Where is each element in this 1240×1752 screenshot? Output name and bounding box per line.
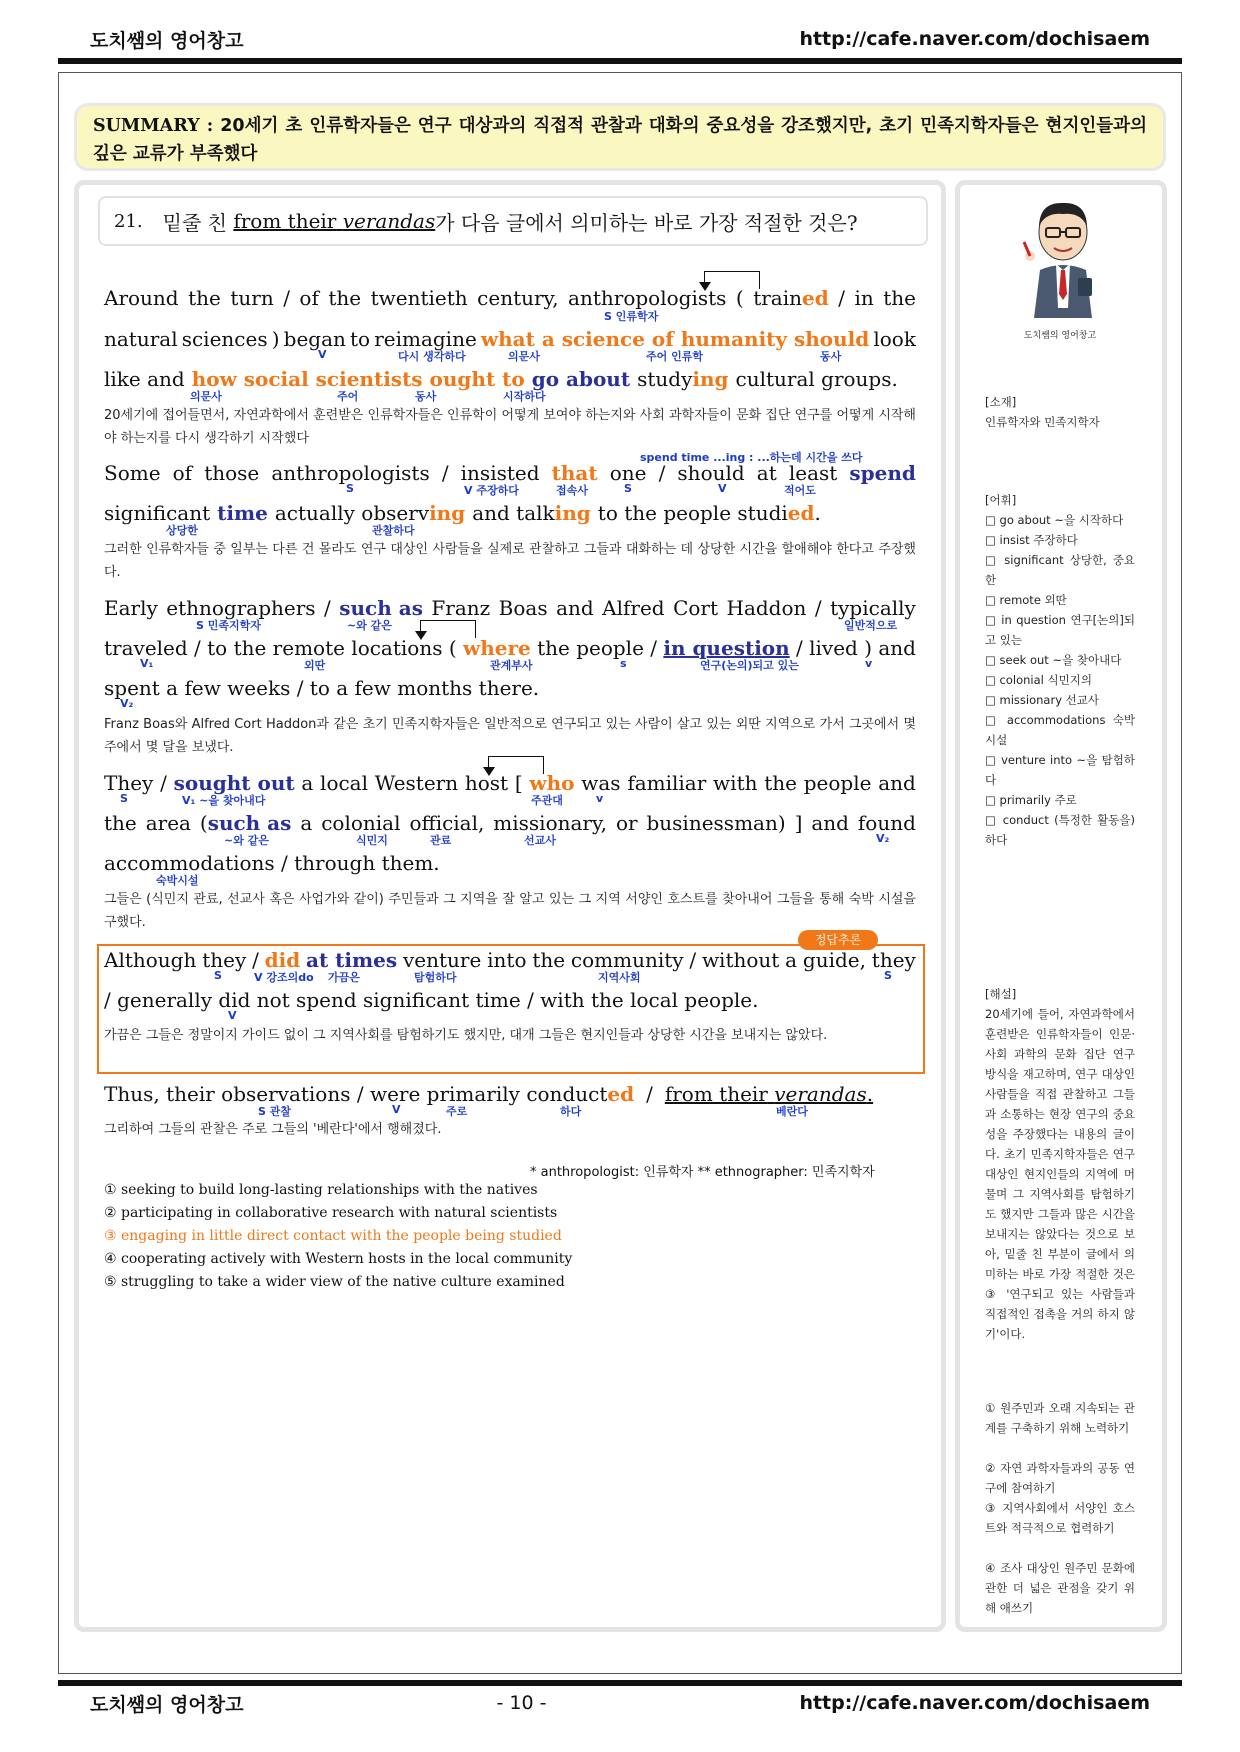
annotation: 상당한 bbox=[166, 524, 198, 537]
question-number: 21. bbox=[114, 210, 143, 232]
avatar-caption: 도치쌤의 영어창고 bbox=[1023, 331, 1097, 341]
translation-4: 그들은 (식민지 관료, 선교사 혹은 사업가와 같이) 주민들과 그 지역을 잘 알고 있는 그 지역 서양인 호스트를 찾아내어 그들을 통해 숙박 시설을 구했다. bbox=[104, 892, 916, 930]
arrow-head bbox=[699, 282, 711, 291]
summary-box bbox=[74, 103, 1166, 171]
vocab-item: □ accommodations 숙박시설 bbox=[985, 713, 1135, 747]
summary-label: SUMMARY : bbox=[93, 116, 214, 136]
passage-line-11: accommodations / through them. bbox=[104, 851, 440, 875]
annotation: V bbox=[392, 1103, 401, 1116]
annotation: 적어도 bbox=[784, 484, 816, 497]
answer-inference-badge: 정답추론 bbox=[798, 930, 878, 950]
annotation: S bbox=[346, 482, 354, 495]
translation-3: Franz Boas와 Alfred Cort Haddon과 같은 초기 민족지학자들은 일반적으로 연구되고 있는 사람이 살고 있는 외딴 지역으로 가서 그곳에서 몇 주에서 몇 달을 보냈다. bbox=[104, 717, 916, 755]
annotation: s bbox=[620, 657, 627, 670]
passage-line-5: significant time actually observing and talking to the people studied. bbox=[104, 501, 821, 525]
passage-line-8: spent a few weeks / to a few months there. bbox=[104, 676, 540, 700]
annotation: V bbox=[318, 348, 327, 361]
annotation: V₂ bbox=[120, 697, 134, 710]
annotation: v bbox=[596, 792, 604, 805]
explain-option-4: ④ 조사 대상인 원주민 문화에 관한 더 넓은 관점을 갖기 위해 애쓰기 bbox=[985, 1561, 1135, 1615]
passage-line-12: Although they / did at times venture into the community / without a guide, they bbox=[104, 948, 916, 972]
annotation: 외딴 bbox=[304, 659, 326, 672]
option-4[interactable]: ④ cooperating actively with Western hosts in the local community bbox=[104, 1251, 573, 1267]
annotation: V bbox=[228, 1009, 237, 1022]
passage-line-7: traveled / to the remote locations ( where the people / in question / lived ) and bbox=[104, 636, 916, 660]
option-3-answer[interactable]: ③ engaging in little direct contact with the people being studied bbox=[104, 1228, 562, 1244]
annotation: 탐험하다 bbox=[414, 971, 457, 984]
question-box bbox=[98, 196, 928, 246]
footer-url[interactable]: http://cafe.naver.com/dochisaem bbox=[799, 1692, 1150, 1714]
annotation: S bbox=[624, 482, 632, 495]
header-left: 도치쌤의 영어창고 bbox=[90, 29, 244, 52]
vocab-item: □ significant 상당한, 중요한 bbox=[985, 553, 1135, 587]
annotation: 하다 bbox=[560, 1105, 582, 1118]
question-pre: 밑줄 친 bbox=[162, 210, 227, 235]
annotation: V bbox=[718, 482, 727, 495]
annotation: 의문사 bbox=[190, 390, 222, 403]
annotation: 접속사 bbox=[556, 484, 588, 497]
annotation: 관찰하다 bbox=[372, 524, 415, 537]
passage-line-3: like and how social scientists ought to go about studying cultural groups. bbox=[104, 367, 898, 391]
question-underlined: from their verandas bbox=[233, 209, 436, 233]
annotation: 주로 bbox=[446, 1105, 468, 1118]
annotation: 의문사 bbox=[508, 350, 540, 363]
topic-label: [소재] bbox=[985, 395, 1017, 409]
vocab-item: □ seek out ~을 찾아내다 bbox=[985, 653, 1122, 667]
vocab-list bbox=[985, 510, 1135, 850]
annotation: 주어 bbox=[337, 390, 359, 403]
annotation: V 강조의do bbox=[254, 971, 314, 984]
annotation: 연구(논의)되고 있는 bbox=[700, 659, 799, 672]
annotation: V₁ ~을 찾아내다 bbox=[182, 794, 266, 807]
translation-5: 가끔은 그들은 정말이지 가이드 없이 그 지역사회를 탐험하기도 했지만, 대개 그들은 현지인들과 상당한 시간을 보내지는 않았다. bbox=[104, 1028, 828, 1043]
explain-label: [해설] bbox=[985, 987, 1017, 1001]
annotation: 지역사회 bbox=[598, 971, 641, 984]
topic-text: 인류학자와 민족지학자 bbox=[985, 415, 1100, 429]
explain-option-1: ① 원주민과 오래 지속되는 관계를 구축하기 위해 노력하기 bbox=[985, 1401, 1135, 1435]
page-footer bbox=[90, 1688, 1150, 1718]
translation-2: 그러한 인류학자들 중 일부는 다른 건 몰라도 연구 대상인 사람들을 실제로 관찰하고 그들과 대화하는 데 상당한 시간을 할애해야 한다고 주장했다. bbox=[104, 542, 916, 580]
teacher-avatar-icon bbox=[1020, 198, 1106, 318]
vocab-item: □ insist 주장하다 bbox=[985, 533, 1078, 547]
annotation: 관계부사 bbox=[490, 659, 533, 672]
annotation: S bbox=[214, 969, 222, 982]
summary-text: 20세기 초 인류학자들은 연구 대상과의 직접적 관찰과 대화의 중요성을 강조했지만, 초기 민족지학자들은 현지인들과의 깊은 교류가 부족했다 bbox=[93, 116, 1147, 164]
annotation: 베란다 bbox=[776, 1105, 808, 1118]
annotation: ~와 같은 bbox=[347, 619, 392, 632]
annotation: 다시 생각하다 bbox=[398, 350, 466, 363]
header-rule bbox=[58, 58, 1182, 64]
annotation: 식민지 bbox=[356, 834, 388, 847]
annotation: 관료 bbox=[430, 834, 452, 847]
annotation: 시작하다 bbox=[503, 390, 546, 403]
passage-line-6: Early ethnographers / such as Franz Boas and Alfred Cort Haddon / typically bbox=[104, 596, 916, 620]
footer-left: 도치쌤의 영어창고 bbox=[90, 1693, 244, 1716]
passage-line-1: Around the turn / of the twentieth century, anthropologists ( trained / in the bbox=[104, 286, 916, 310]
annotation: v bbox=[865, 657, 873, 670]
annotation: S 인류학자 bbox=[604, 310, 659, 323]
annotation: S 관찰 bbox=[258, 1105, 292, 1118]
annotation: 선교사 bbox=[524, 834, 556, 847]
passage-line-9: They / sought out a local Western host [ who was familiar with the people and bbox=[104, 771, 916, 795]
explain-option-2: ② 자연 과학자들과의 공동 연구에 참여하기 bbox=[985, 1461, 1135, 1495]
passage-line-13: / generally did not spend significant time / with the local people. bbox=[104, 988, 759, 1012]
annotation: S bbox=[120, 792, 128, 805]
annotation: 주어 인류학 bbox=[646, 350, 703, 363]
vocab-item: □ venture into ~을 탐험하다 bbox=[985, 753, 1135, 787]
vocab-label: [어휘] bbox=[985, 493, 1017, 507]
annotation: S 민족지학자 bbox=[196, 619, 261, 632]
vocab-item: □ conduct (특정한 활동을) 하다 bbox=[985, 813, 1135, 847]
grammar-arrow bbox=[704, 271, 760, 289]
annotation: 가끔은 bbox=[328, 971, 360, 984]
vocab-item: □ colonial 식민지의 bbox=[985, 673, 1092, 687]
vocab-item: □ missionary 선교사 bbox=[985, 693, 1099, 707]
page-header bbox=[90, 24, 1150, 54]
passage-line-2: natural sciences ) began to reimagine what a science of humanity should look bbox=[104, 327, 916, 351]
passage-line-10: the area (such as a colonial official, missionary, or businessman) ] and found bbox=[104, 811, 916, 835]
annotation: 숙박시설 bbox=[156, 874, 199, 887]
annotation: 주관대 bbox=[531, 794, 563, 807]
page-number: - 10 - bbox=[496, 1692, 547, 1714]
option-2[interactable]: ② participating in collaborative research with natural scientists bbox=[104, 1205, 558, 1221]
option-5[interactable]: ⑤ struggling to take a wider view of the native culture examined bbox=[104, 1274, 565, 1290]
annotation: spend time ...ing : ...하는데 시간을 쓰다 bbox=[640, 451, 863, 464]
annotation: 동사 bbox=[820, 350, 842, 363]
translation-6: 그리하여 그들의 관찰은 주로 그들의 '베란다'에서 행해졌다. bbox=[104, 1122, 442, 1137]
annotation: 일반적으로 bbox=[844, 619, 898, 632]
passage-line-14: Thus, their observations / were primarily conduct ed / from their verandas. bbox=[104, 1082, 874, 1106]
option-1[interactable]: ① seeking to build long-lasting relationships with the natives bbox=[104, 1182, 538, 1198]
passage-line-4: Some of those anthropologists / insisted that one / should at least spend bbox=[104, 461, 916, 485]
question-post: 가 다음 글에서 의미하는 바로 가장 적절한 것은? bbox=[435, 210, 858, 235]
annotation: S bbox=[884, 969, 892, 982]
annotation: 동사 bbox=[415, 390, 437, 403]
footer-rule bbox=[58, 1680, 1182, 1686]
vocab-item: □ in question 연구[논의]되고 있는 bbox=[985, 613, 1135, 647]
translation-1: 20세기에 접어들면서, 자연과학에서 훈련받은 인류학자들은 인류학이 어떻게 보여야 하는지와 사회 과학자들이 문화 집단 연구를 어떻게 시작해야 하는지를 다시 생각하기 시작했다 bbox=[104, 408, 916, 446]
footnote: * anthropologist: 인류학자 ** ethnographer: 민족지학자 bbox=[530, 1165, 875, 1180]
vocab-item: □ go about ~을 시작하다 bbox=[985, 513, 1124, 527]
annotation: V 주장하다 bbox=[464, 484, 519, 497]
annotation: V₂ bbox=[876, 832, 890, 845]
vocab-item: □ primarily 주로 bbox=[985, 793, 1077, 807]
header-url[interactable]: http://cafe.naver.com/dochisaem bbox=[799, 28, 1150, 50]
annotation: ~와 같은 bbox=[224, 834, 269, 847]
vocab-item: □ remote 외딴 bbox=[985, 593, 1067, 607]
annotation: V₁ bbox=[140, 657, 154, 670]
explain-text: 20세기에 들어, 자연과학에서 훈련받은 인류학자들이 인문·사회 과학의 문화 집단 연구 방식을 재고하며, 연구 대상인 사람들을 직접 관찰하고 그들과 소통하는 현장 연구의 중요성을 주장했다는 내용의 글이다. 초기 민족지학자들은 연구 대상인 현지인들의 지역에 머물며 그 지역사회를 탐험하기도 했지만 그들과 많은 시간을 보내지는 않았다는 것으로 보아, 밑줄 친 부분이 글에서 의미하는 바로 가장 적절한 것은 ③ '연구되고 있는 사람들과 직접적인 접촉을 거의 하지 않기'이다. bbox=[985, 1007, 1135, 1341]
explain-option-3: ③ 지역사회에서 서양인 호스트와 적극적으로 협력하기 bbox=[985, 1501, 1135, 1535]
